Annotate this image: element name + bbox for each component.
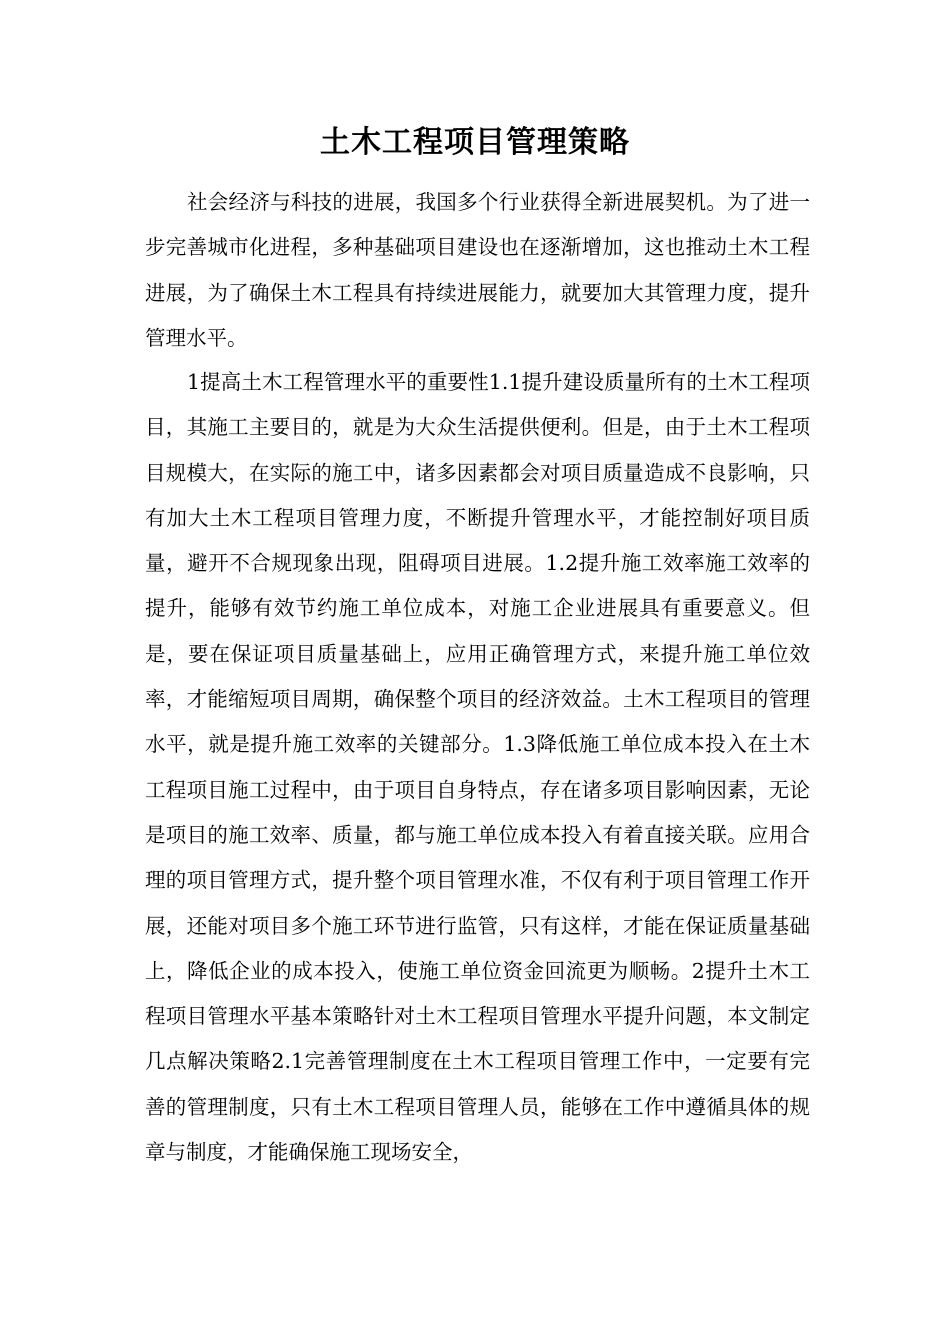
document-title: 土木工程项目管理策略 [320, 125, 630, 160]
paragraph-intro: 社会经济与科技的进展，我国多个行业获得全新进展契机。为了进一步完善城市化进程，多种基础项目建设也在逐渐增加，这也推动土木工程进展，为了确保土木工程具有持续进展能力，就要加大其管理力度，提升管理水平。 [145, 190, 810, 350]
paragraph-body: 1提高土木工程管理水平的重要性1.1提升建设质量所有的土木工程项目，其施工主要目的，就是为大众生活提供便利。但是，由于土木工程项目规模大，在实际的施工中，诸多因素都会对项目质量造成不良影响，只有加大土木工程项目管理力度，不断提升管理水平，才能控制好项目质量，避开不合规现象出现，阻碍项目进展。1.2提升施工效率施工效率的提升，能够有效节约施工单位成本，对施工企业进展具有重要意义。但是，要在保证项目质量基础上，应用正确管理方式，来提升施工单位效率，才能缩短项目周期，确保整个项目的经济效益。土木工程项目的管理水平，就是提升施工效率的关键部分。1.3降低施工单位成本投入在土木工程项目施工过程中，由于项目自身特点，存在诸多项目影响因素，无论是项目的施工效率、质量，都与施工单位成本投入有着直接关联。应用合理的项目管理方式，提升整个项目管理水准，不仅有利于项目管理工作开展，还能对项目多个施工环节进行监管，只有这样，才能在保证质量基础上，降低企业的成本投入，使施工单位资金回流更为顺畅。2提升土木工程项目管理水平基本策略针对土木工程项目管理水平提升问题，本文制定几点解决策略2.1完善管理制度在土木工程项目管理工作中，一定要有完善的管理制度，只有土木工程项目管理人员，能够在工作中遵循具体的规章与制度，才能确保施工现场安全， [145, 370, 810, 1165]
